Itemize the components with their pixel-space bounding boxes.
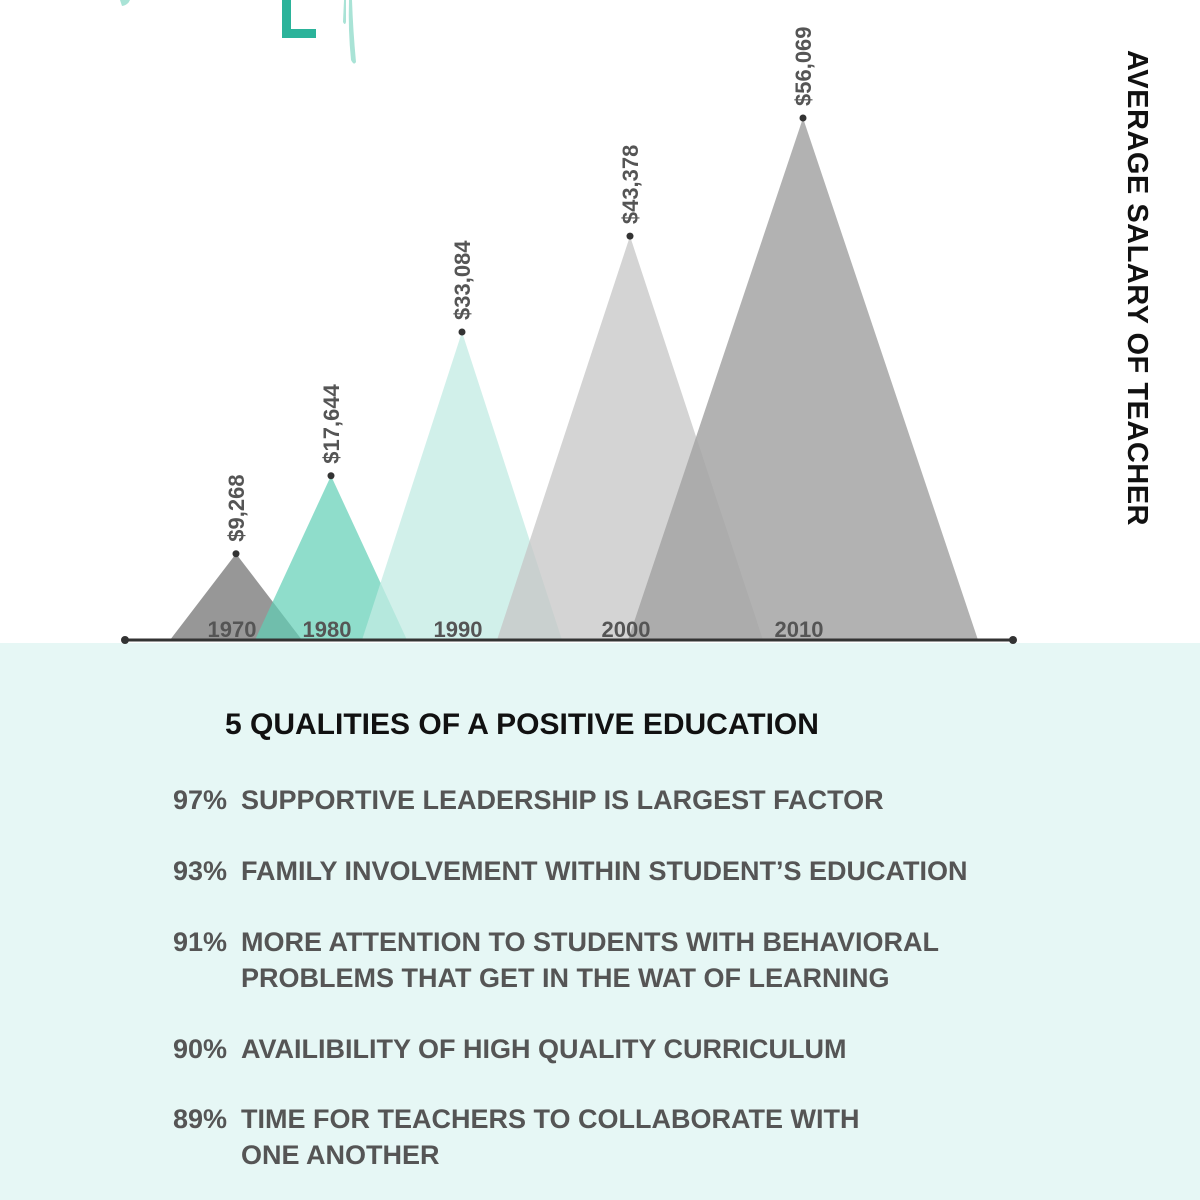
year-label-2010: 2010	[774, 617, 824, 642]
peak-dot-1990	[459, 328, 466, 335]
quality-item	[173, 782, 1073, 818]
year-label-1970: 1970	[207, 617, 257, 642]
quality-text: PROBLEMS THAT GET IN THE WAT OF LEARNING	[241, 963, 890, 993]
qualities-heading: 5 QUALITIES OF A POSITIVE EDUCATION	[225, 708, 819, 741]
quality-percent: 89%	[173, 1104, 228, 1134]
quality-item	[173, 853, 1073, 889]
quality-percent: 90%	[173, 1034, 228, 1064]
logo-fragment-icon	[120, 0, 356, 64]
peak-dot-1980	[328, 472, 335, 479]
value-label-2010: $56,069	[791, 26, 816, 106]
quality-text: FAMILY INVOLVEMENT WITHIN STUDENT’S EDUCATION	[241, 856, 968, 886]
quality-item	[173, 1031, 1073, 1067]
year-label-2000: 2000	[601, 617, 651, 642]
quality-text: SUPPORTIVE LEADERSHIP IS LARGEST FACTOR	[241, 785, 884, 815]
quality-text: AVAILIBILITY OF HIGH QUALITY CURRICULUM	[241, 1034, 847, 1064]
x-axis-start-dot	[121, 636, 129, 644]
chart-title: AVERAGE SALARY OF TEACHER	[1121, 50, 1153, 527]
salary-peak-2010	[628, 118, 978, 640]
quality-percent: 91%	[173, 927, 228, 957]
quality-text: ONE ANOTHER	[241, 1140, 440, 1170]
quality-text: TIME FOR TEACHERS TO COLLABORATE WITH	[241, 1104, 860, 1134]
peak-dot-1970	[233, 550, 240, 557]
year-label-1980: 1980	[302, 617, 352, 642]
x-axis-end-dot	[1009, 636, 1017, 644]
value-label-1980: $17,644	[319, 384, 344, 464]
peak-dot-2010	[800, 115, 807, 122]
value-label-2000: $43,378	[618, 144, 643, 225]
quality-percent: 93%	[173, 856, 228, 886]
quality-text: MORE ATTENTION TO STUDENTS WITH BEHAVIORAL	[241, 927, 939, 957]
quality-percent: 97%	[173, 785, 228, 815]
quality-item	[173, 1101, 1073, 1173]
salary-peaks	[170, 118, 978, 640]
value-label-1970: $9,268	[224, 474, 249, 542]
peak-dot-2000	[627, 233, 634, 240]
value-label-1990: $33,084	[450, 240, 475, 320]
quality-item	[173, 924, 1073, 996]
year-label-1990: 1990	[433, 617, 483, 642]
